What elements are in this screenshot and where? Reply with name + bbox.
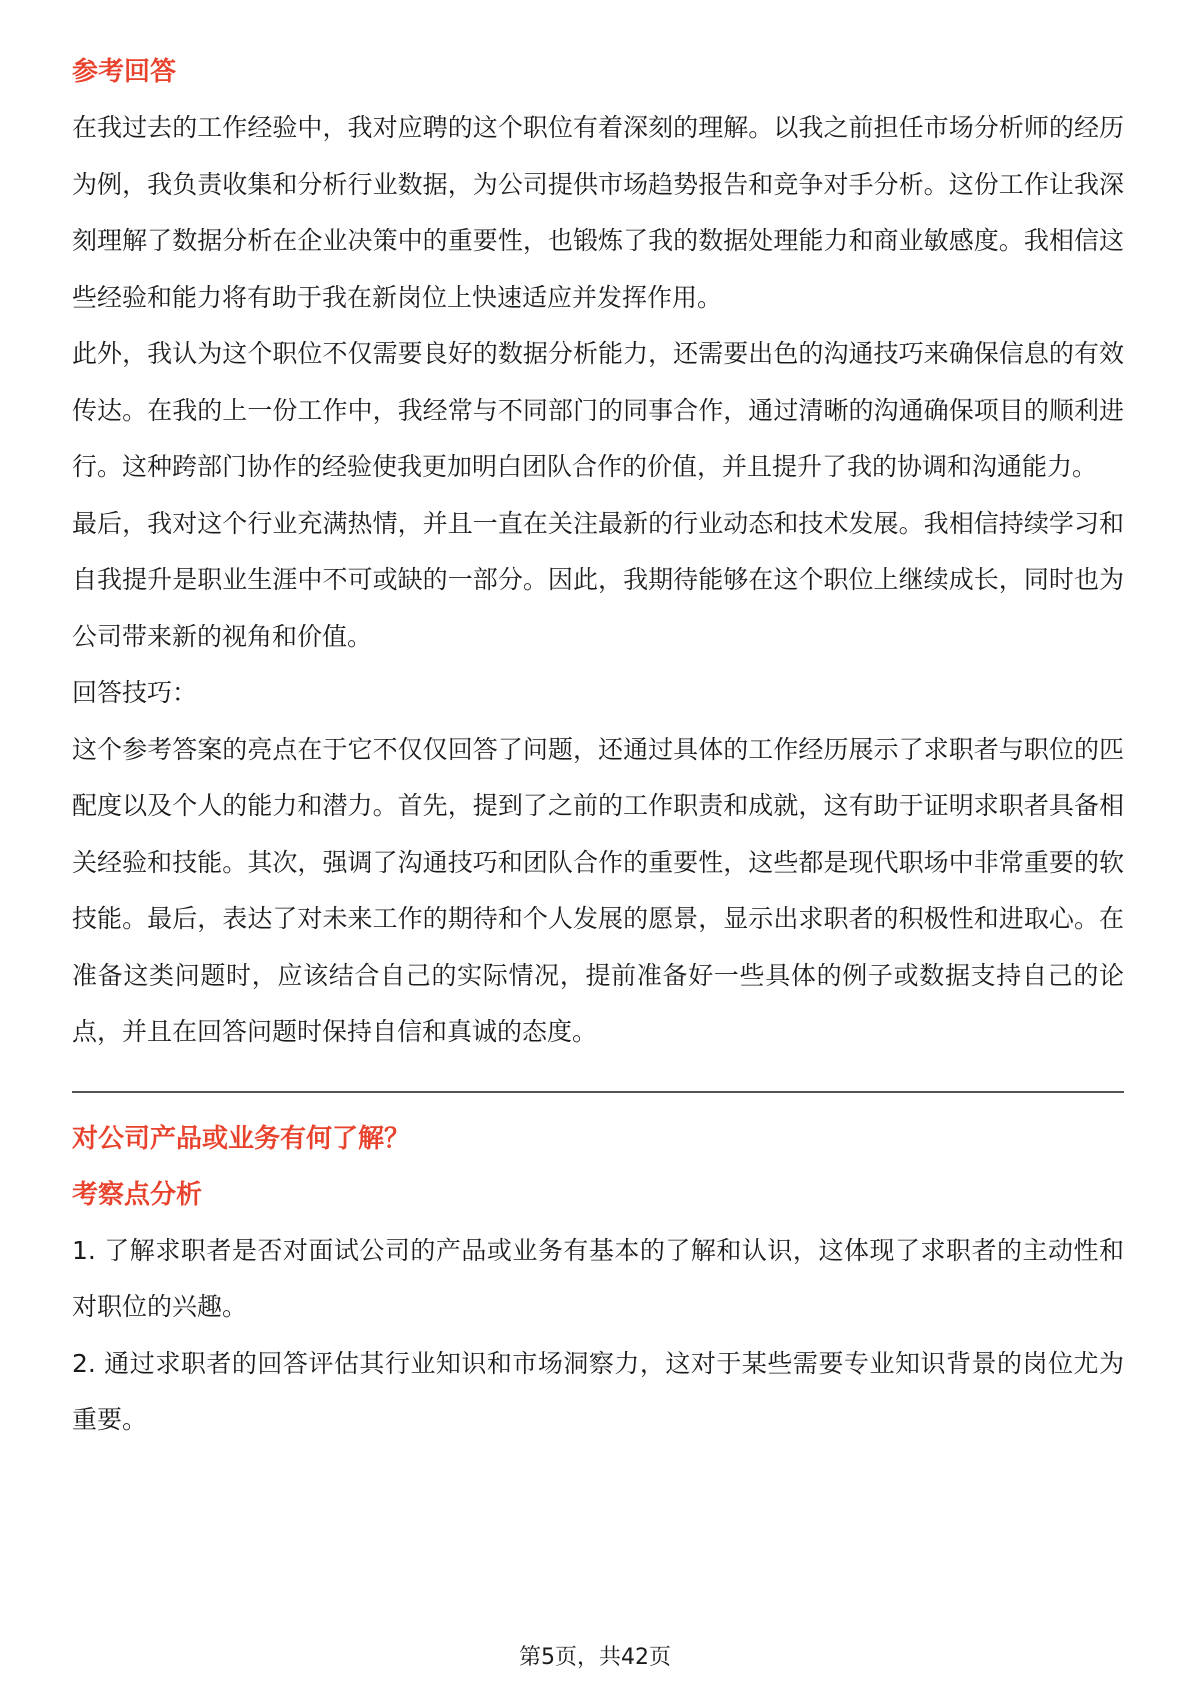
analysis-point-1: 1. 了解求职者是否对面试公司的产品或业务有基本的了解和认识，这体现了求职者的主动性和对职位的兴趣。 bbox=[72, 1235, 1124, 1321]
tips-text: 这个参考答案的亮点在于它不仅仅回答了问题，还通过具体的工作经历展示了求职者与职位的匹配度以及个人的能力和潜力。首先，提到了之前的工作职责和成就，这有助于证明求职者具备相关经验和技能。其次，强调了沟通技巧和团队合作的重要性，这些都是现代职场中非常重要的软技能。最后，表达了对未来工作的期待和个人发展的愿景，显示出求职者的积极性和进取心。在准备这类问题时，应该结合自己的实际情况，提前准备好一些具体的例子或数据支持自己的论点，并且在回答问题时保持自信和真诚的态度。 bbox=[72, 734, 1124, 1046]
answer-paragraph-2: 此外，我认为这个职位不仅需要良好的数据分析能力，还需要出色的沟通技巧来确保信息的有效传达。在我的上一份工作中，我经常与不同部门的同事合作，通过清晰的沟通确保项目的顺利进行。这种跨部门协作的经验使我更加明白团队合作的价值，并且提升了我的协调和沟通能力。 bbox=[72, 339, 1124, 481]
question-title: 对公司产品或业务有何了解？ bbox=[72, 1123, 411, 1154]
document-page bbox=[72, 44, 1124, 1449]
answer-paragraph-1: 在我过去的工作经验中，我对应聘的这个职位有着深刻的理解。以我之前担任市场分析师的经历为例，我负责收集和分析行业数据，为公司提供市场趋势报告和竞争对手分析。这份工作让我深刻理解了数据分析在企业决策中的重要性，也锻炼了我的数据处理能力和商业敏感度。我相信这些经验和能力将有助于我在新岗位上快速适应并发挥作用。 bbox=[72, 113, 1124, 312]
tips-label: 回答技巧： bbox=[72, 678, 198, 707]
section-divider bbox=[72, 1091, 1124, 1093]
page-indicator: 第5页，共42页 bbox=[519, 1645, 671, 1670]
analysis-heading: 考察点分析 bbox=[72, 1179, 203, 1210]
analysis-point-2: 2. 通过求职者的回答评估其行业知识和市场洞察力，这对于某些需要专业知识背景的岗位尤为重要。 bbox=[72, 1348, 1124, 1434]
reference-answer-heading: 参考回答 bbox=[72, 57, 177, 87]
next-question-section bbox=[72, 1111, 1124, 1449]
answer-paragraph-3: 最后，我对这个行业充满热情，并且一直在关注最新的行业动态和技术发展。我相信持续学习和自我提升是职业生涯中不可或缺的一部分。因此，我期待能够在这个职位上继续成长，同时也为公司带来新的视角和价值。 bbox=[72, 508, 1124, 651]
reference-answer-section bbox=[72, 44, 1124, 1061]
